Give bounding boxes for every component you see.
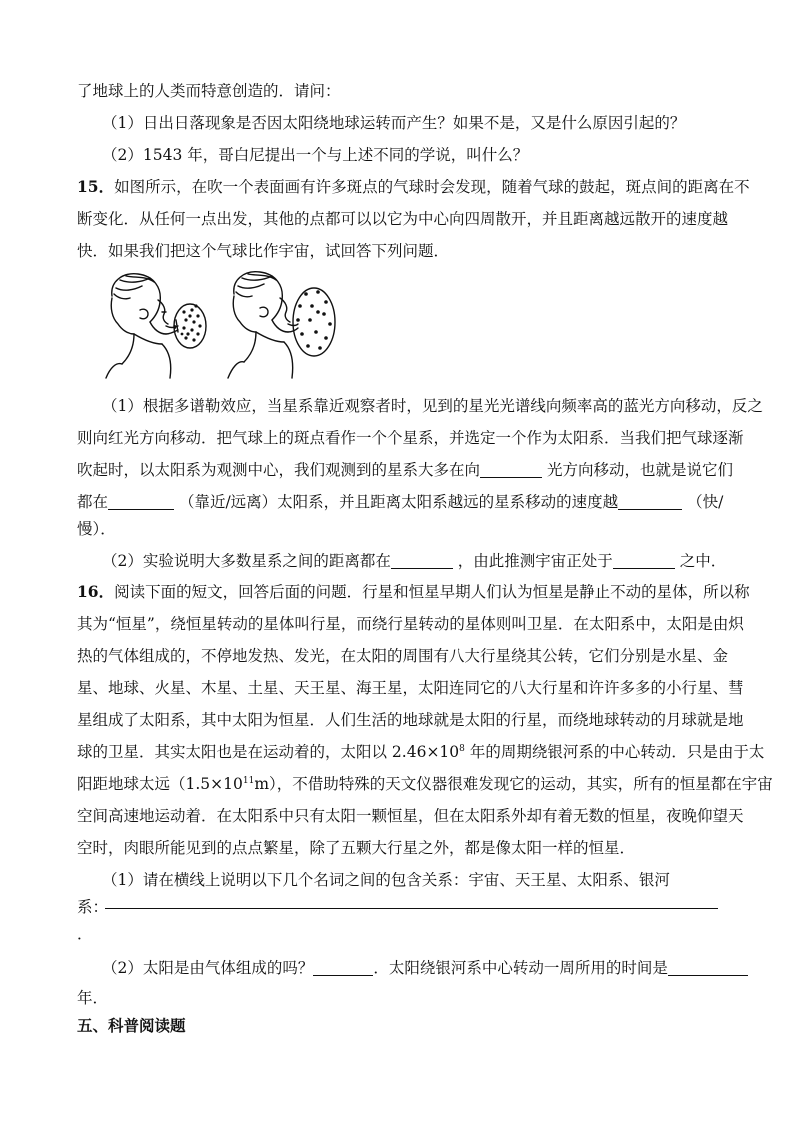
- q16-part2-line: [102, 958, 748, 978]
- q16-part1-line-1: （1）请在横线上说明以下几个名词之间的包含关系：宇宙、天王星、太阳系、银河: [102, 871, 670, 889]
- q16-passage-line-6: [77, 742, 764, 762]
- blank-orbit-period[interactable]: [668, 959, 748, 976]
- blank-fast-slow[interactable]: [618, 493, 682, 510]
- q16-passage-line-3: 热的气体组成的，不停地发热、发光，在太阳的周围有八大行星绕其公转，它们分别是水星、金: [77, 647, 729, 665]
- q15-part2-text: ，由此推测宇宙正处于: [452, 552, 613, 570]
- blank-universe-state[interactable]: [613, 552, 675, 569]
- q16-part2-text: ．太阳绕银河系中心转动一周所用的时间是: [373, 959, 668, 977]
- person-2-figure: [228, 272, 298, 378]
- exponent: 11: [242, 776, 255, 786]
- q16-part2-end: 年．: [77, 989, 109, 1007]
- section-heading: 五、科普阅读题: [77, 1016, 186, 1035]
- q16-passage-line-9: 空时，肉眼所能见到的点点繁星，除了五颗大行星之外，都是像太阳一样的恒星．: [77, 839, 636, 857]
- q15-part1-line-3: [77, 460, 733, 480]
- q15-stem-1: 如图所示，在吹一个表面画有许多斑点的气球时会发现，随着气球的鼓起，斑点间的距离在不: [114, 178, 750, 196]
- q15-stem-line-2: 断变化．从任何一点出发，其他的点都可以以它为中心向四周散开，并且距离越远散开的速度越: [77, 210, 729, 228]
- q16-part1-line-2: 系：: [77, 898, 109, 916]
- q16-passage-line-2: 其为“恒星”，绕恒星转动的星体叫行星，而绕行星转动的星体则叫卫星．在太阳系中，太阳是由炽: [77, 615, 744, 633]
- q15-part1-text: 吹起时，以太阳系为观测中心，我们观测到的星系大多在向: [77, 461, 481, 479]
- q16-passage-text: 年的周期绕银河系的中心转动．只是由于太: [464, 743, 765, 761]
- q15-stem-line-3: 快．如果我们把这个气球比作宇宙，试回答下列问题．: [77, 242, 450, 260]
- q15-part1-line-5: 慢）．: [77, 520, 116, 538]
- balloon-illustration: [104, 268, 336, 380]
- q16-passage-text: m），不借助特殊的天文仪器很难发现它的运动，其实，所有的恒星都在宇宙: [254, 775, 773, 793]
- q15-part1-line-1: （1）根据多谱勒效应，当星系靠近观察者时，见到的星光光谱线向频率高的蓝光方向移动，反之: [102, 397, 763, 415]
- q16-passage-text: 阅读下面的短文，回答后面的问题．行星和恒星早期人们认为恒星是静止不动的星体，所以称: [114, 583, 750, 601]
- q16-passage-line-1: [77, 582, 750, 602]
- q15-part1-text: （快/: [682, 493, 724, 511]
- person-1-figure: [106, 274, 178, 378]
- q16-passage-line-4: 星、地球、火星、木星、土星、天王星、海王星，太阳连同它的八大行星和许许多多的小行星、彗: [77, 679, 744, 697]
- q15-part1-line-4: [77, 492, 723, 512]
- q16-passage-text: 球的卫星．其实太阳也是在运动着的，太阳以 2.46×10: [77, 743, 460, 761]
- q14-sub1: （1）日出日落现象是否因太阳绕地球运转而产生？如果不是，又是什么原因引起的？: [102, 114, 686, 132]
- blank-distance-change[interactable]: [391, 552, 453, 569]
- blank-light-direction[interactable]: [480, 461, 542, 478]
- q16-part2-text: （2）太阳是由气体组成的吗？: [102, 959, 314, 977]
- q16-passage-line-5: 星组成了太阳系，其中太阳为恒星．人们生活的地球就是太阳的行星，而绕地球转动的月球就是地: [77, 711, 744, 729]
- q15-part2-text: （2）实验说明大多数星系之间的距离都在: [102, 552, 391, 570]
- exponent: 8: [459, 744, 465, 754]
- q15-part2-line: [102, 551, 726, 571]
- blank-inclusion-relation[interactable]: [105, 894, 718, 909]
- q16-part1-end: ．: [77, 925, 93, 943]
- balloon-spots: [181, 290, 332, 350]
- q15-part2-text: 之中．: [674, 552, 727, 570]
- q15-part1-text: 光方向移动，也就是说它们: [542, 461, 733, 479]
- q14-sub2: （2）1543 年，哥白尼提出一个与上述不同的学说，叫什么？: [102, 146, 529, 164]
- large-balloon: [293, 288, 335, 356]
- blank-approach-recede[interactable]: [108, 493, 174, 510]
- q15-part1-text: 都在: [77, 493, 109, 511]
- q15-part1-line-2: 则向红光方向移动．把气球上的斑点看作一个个星系，并选定一个作为太阳系．当我们把气球逐渐: [77, 429, 744, 447]
- q16-passage-line-8: 空间高速地运动着．在太阳系中只有太阳一颗恒星，但在太阳系外却有着无数的恒星，夜晚仰望天: [77, 807, 744, 825]
- q15-number: 15．: [77, 177, 115, 196]
- q16-passage-text: 阳距地球太远（1.5×10: [77, 775, 243, 793]
- blank-sun-gas[interactable]: [313, 959, 373, 976]
- q15-stem-line-1: [77, 177, 750, 197]
- q16-number: 16．: [77, 582, 115, 601]
- q15-part1-text: （靠近/远离）太阳系，并且距离太阳系越远的星系移动的速度越: [174, 493, 619, 511]
- q16-passage-line-7: [77, 774, 773, 794]
- q14-text-line: 了地球上的人类而特意创造的．请问：: [77, 82, 341, 100]
